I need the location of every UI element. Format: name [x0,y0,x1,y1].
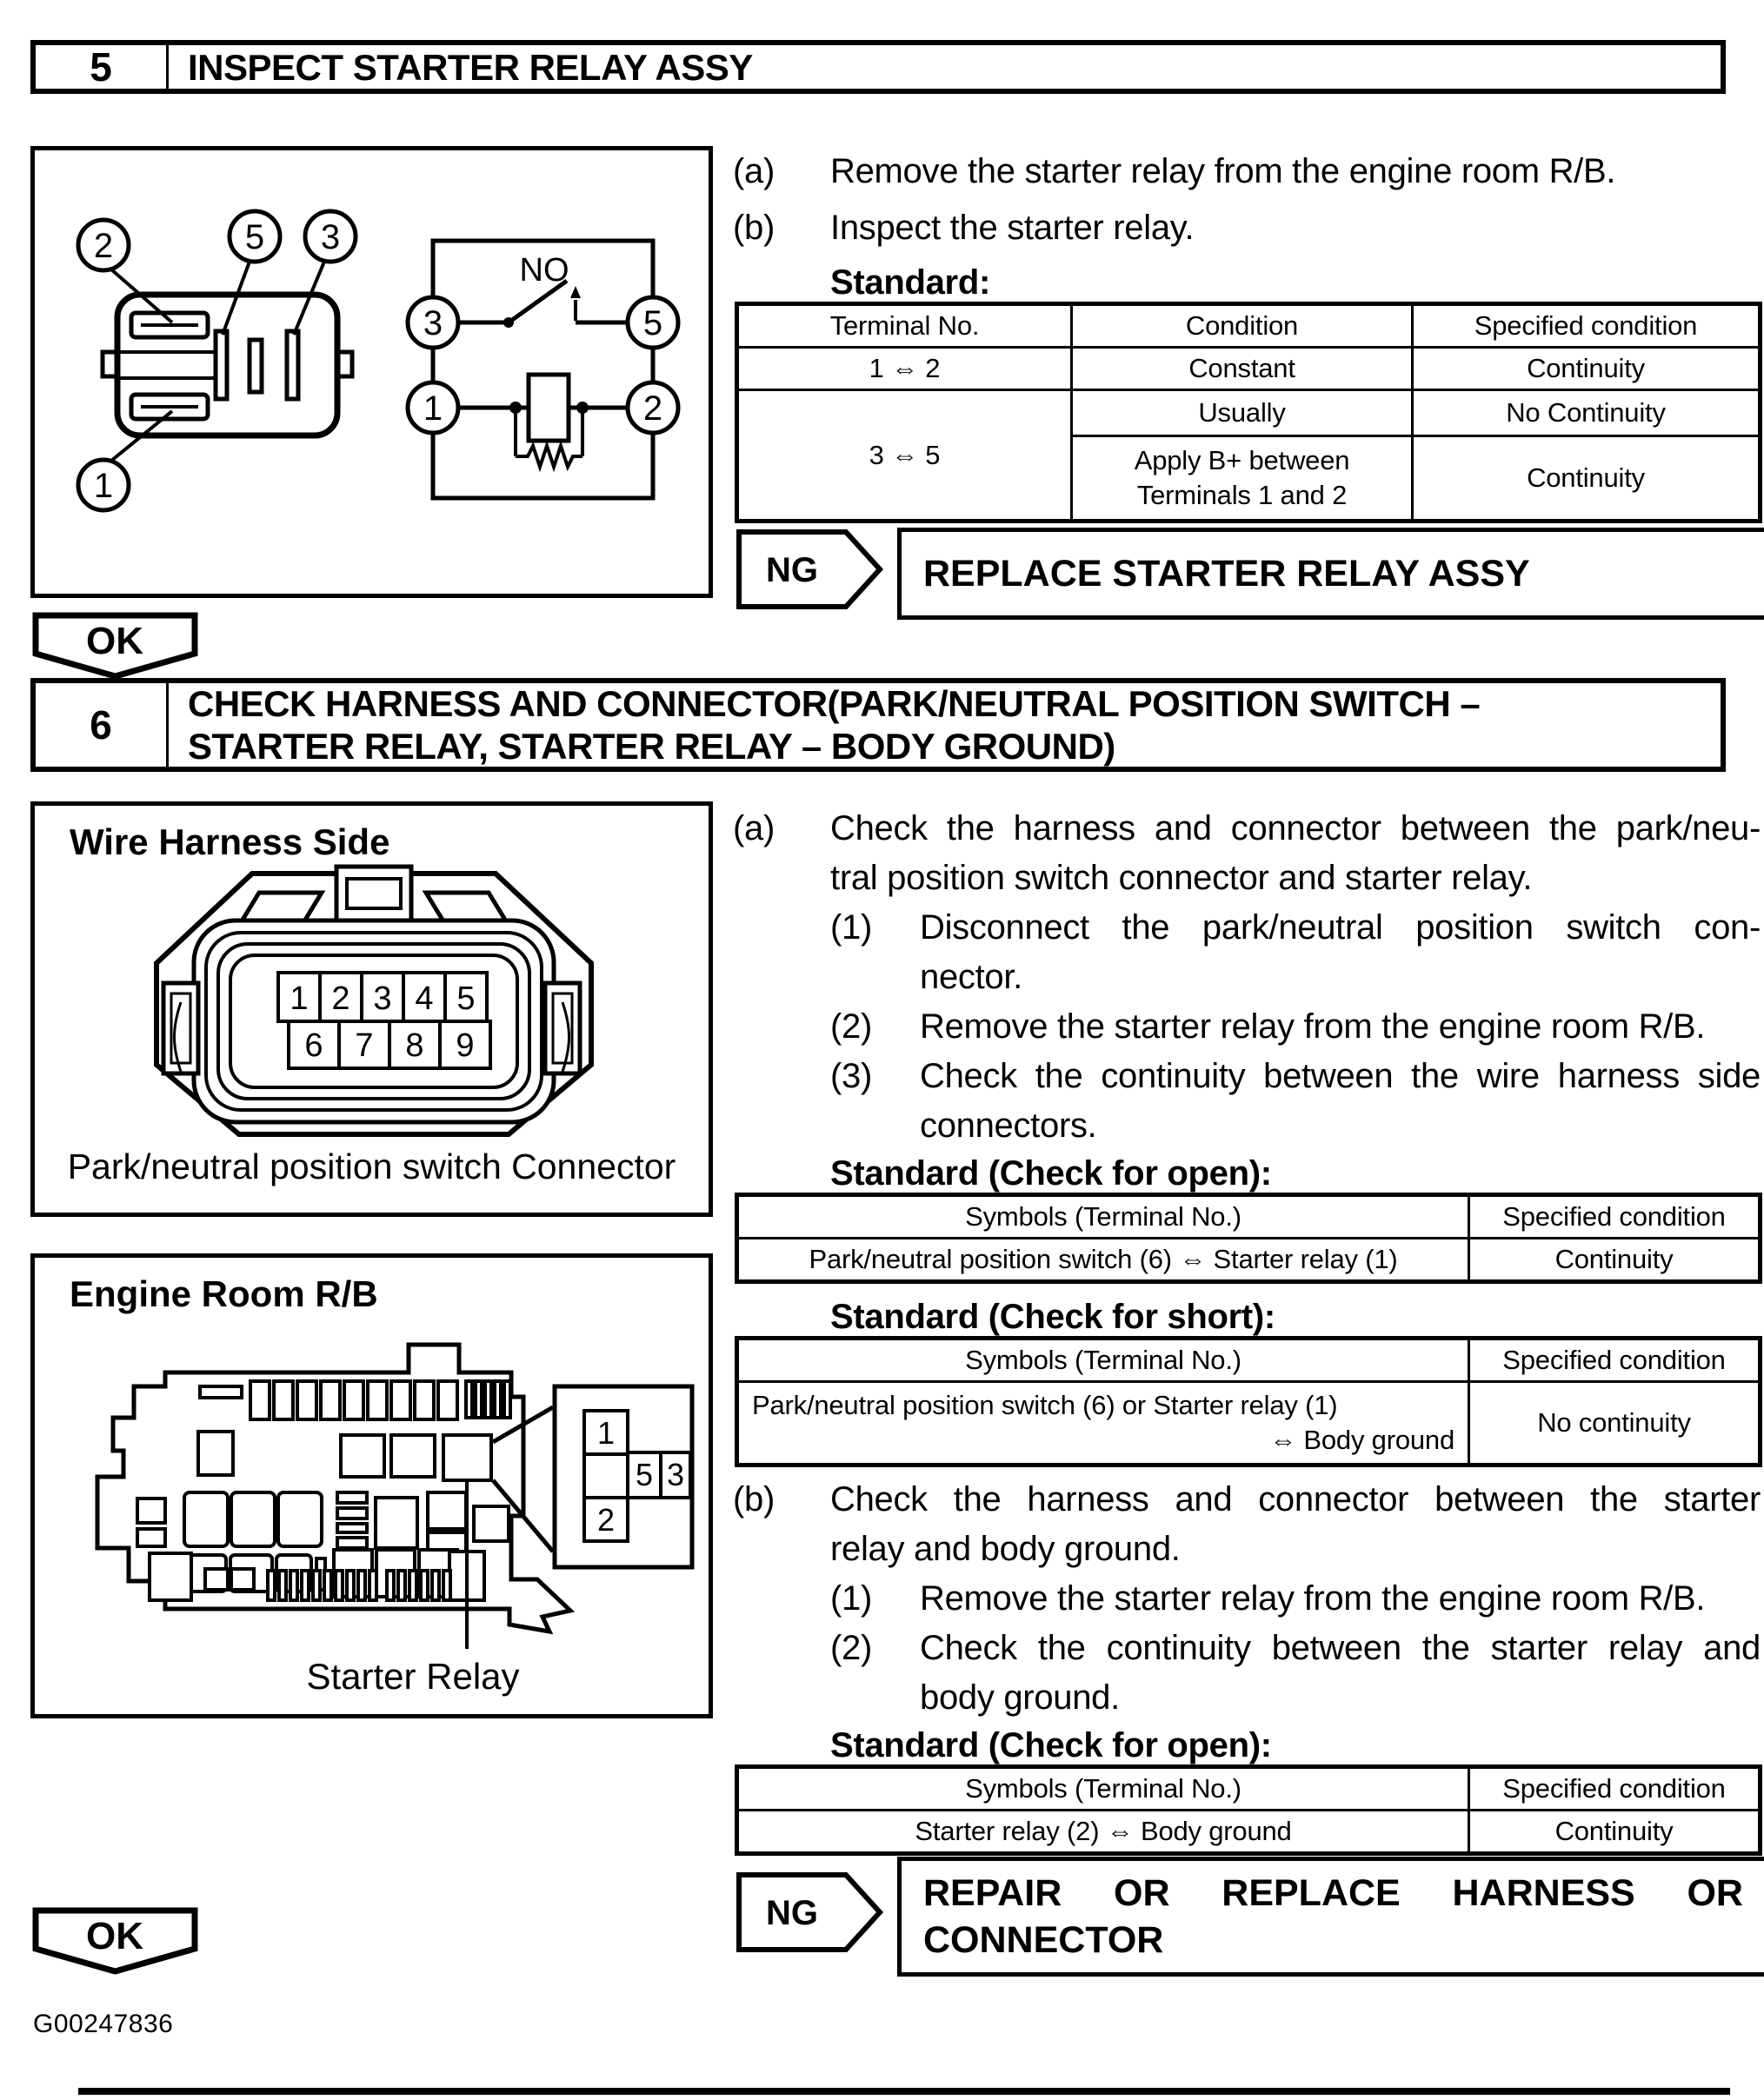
t3-specified: Continuity [1469,1811,1761,1854]
t2-symbols: Park/neutral position switch (6) or Starter relay (1) ⇔ Body ground [737,1382,1469,1465]
cell-terminal-3-5: 3 ⇔ 5 [737,390,1072,522]
wire-harness-figure [30,801,713,1217]
ok-badge-1 [30,610,200,681]
t1-col-specified: Specified condition [1469,1195,1761,1239]
b2-line1: Check the continuity between the starter relay and [920,1629,1761,1667]
starter-relay-label: Starter Relay [306,1656,520,1697]
inset-pin-1: 1 [596,1415,616,1451]
b2-line2: body ground. [920,1678,1120,1717]
pin-2: 2 [331,980,350,1017]
cell-condition-usually: Usually [1072,390,1413,436]
t2-col-symbols: Symbols (Terminal No.) [737,1339,1469,1382]
cell-condition-apply-b: Apply B+ between Terminals 1 and 2 [1072,436,1413,522]
t1-col-symbols: Symbols (Terminal No.) [737,1195,1469,1239]
pin-3: 3 [373,980,392,1017]
t3-col-specified: Specified condition [1469,1767,1761,1811]
a1-line1: Disconnect the park/neutral position switch con- [920,908,1761,947]
standard-open-1: Standard (Check for open): [830,1154,1272,1193]
ng-arrow-2 [735,1871,884,1954]
step6-number: 6 [36,683,169,767]
inset-pin-5: 5 [635,1457,654,1492]
connector-caption: Park/neutral position switch Connector [67,1146,676,1186]
check-open-table-2 [735,1764,1762,1856]
ok-label-1: OK [86,620,143,662]
step6-title-line2: STARTER RELAY, STARTER RELAY – BODY GROUND) [188,726,1115,767]
pin5-label: 5 [244,218,265,256]
b1-label: (1) [830,1579,872,1618]
cell-specified-no-continuity: No Continuity [1413,390,1761,436]
b2-label: (2) [830,1629,872,1667]
ok-label-2: OK [86,1915,143,1957]
item-b-label: (b) [733,209,775,247]
pin-7: 7 [355,1027,374,1064]
pin-5: 5 [456,980,476,1017]
a2-label: (2) [830,1007,872,1046]
col-condition: Condition [1072,304,1413,348]
pin3-label: 3 [320,218,341,256]
a2-text: Remove the starter relay from the engine room R/B. [920,1007,1706,1046]
b-line2: relay and body ground. [830,1530,1181,1568]
starter-relay-figure [30,146,713,598]
pin-8: 8 [405,1027,424,1064]
a3-line2: connectors. [920,1106,1097,1145]
a-line2: tral position switch connector and starter relay. [830,859,1533,897]
switch-arrow [570,286,581,298]
item-a-text: Remove the starter relay from the engine room R/B. [830,152,1616,190]
cell-condition-constant: Constant [1072,348,1413,390]
inset-pin-2: 2 [596,1502,616,1538]
starter-relay-diagram [35,150,709,594]
step5-title: INSPECT STARTER RELAY ASSY [188,46,753,88]
step5-header [30,40,1726,94]
ng-action-2: REPAIR OR REPLACE HARNESS OR CONNECTOR [897,1857,1764,1977]
pin2-label: 2 [93,227,114,265]
inset-pin-3: 3 [666,1457,685,1492]
a3-label: (3) [830,1057,872,1095]
step5-number: 5 [36,45,169,89]
item-a-label: (a) [733,152,775,190]
a3-line1: Check the continuity between the wire harness side [920,1057,1761,1095]
col-terminal: Terminal No. [737,304,1072,348]
a-line1: Check the harness and connector between the park/neu- [830,809,1761,847]
connector-diagram [35,863,709,1141]
standard-label: Standard: [830,263,990,302]
check-open-table-1 [735,1193,1762,1284]
col-specified: Specified condition [1413,304,1761,348]
wire-harness-title: Wire Harness Side [70,821,390,862]
cell-specified-continuity-2: Continuity [1413,436,1761,522]
item-a-label-6: (a) [733,809,775,847]
circuit-terminal-5: 5 [642,304,663,342]
pin1-label: 1 [93,467,114,505]
item-b-text: Inspect the starter relay. [830,209,1195,247]
page-bottom-rule [78,2088,1730,2095]
ok-badge-2 [30,1905,200,1977]
item-b-label-6: (b) [733,1480,775,1519]
relay-coil [529,375,569,441]
t1-symbols: Park/neutral position switch (6) ⇔ Starter relay (1) [737,1239,1469,1282]
fuse-box-diagram [35,1320,709,1651]
relay-spec-table [735,302,1762,523]
circuit-terminal-2: 2 [642,389,663,428]
starter-relay-slot [443,1435,491,1480]
pin-4: 4 [415,980,434,1017]
a1-line2: nector. [920,958,1022,996]
cell-specified-continuity: Continuity [1413,348,1761,390]
circuit-terminal-3: 3 [423,304,443,342]
b1-text: Remove the starter relay from the engine room R/B. [920,1579,1706,1618]
no-switch-label: NO [519,252,569,289]
t3-col-symbols: Symbols (Terminal No.) [737,1767,1469,1811]
engine-room-rb-title: Engine Room R/B [70,1273,378,1314]
t2-specified: No continuity [1469,1382,1761,1465]
cell-terminal-1-2: 1 ⇔ 2 [737,348,1072,390]
figure-code: G00247836 [33,2010,174,2038]
pin-9: 9 [456,1027,475,1064]
a1-label: (1) [830,908,872,947]
check-short-table [735,1336,1762,1467]
step6-title-line1: CHECK HARNESS AND CONNECTOR(PARK/NEUTRAL POSITION SWITCH – [188,683,1481,724]
engine-room-rb-figure [30,1253,713,1718]
resistor-zigzag [516,446,582,467]
pin-1: 1 [290,980,309,1017]
standard-short: Standard (Check for short): [830,1298,1275,1336]
b-line1: Check the harness and connector between the starter [830,1480,1761,1519]
ng-action-1: REPLACE STARTER RELAY ASSY [897,528,1764,620]
pin-6: 6 [304,1027,323,1064]
ng-label-2: NG [766,1894,818,1932]
ng-arrow-1 [735,528,884,611]
circuit-terminal-1: 1 [423,389,443,428]
t3-symbols: Starter relay (2) ⇔ Body ground [737,1811,1469,1854]
ng-label-1: NG [766,551,818,589]
step6-header [30,678,1726,772]
standard-open-2: Standard (Check for open): [830,1726,1272,1764]
t1-specified: Continuity [1469,1239,1761,1282]
t2-col-specified: Specified condition [1469,1339,1761,1382]
